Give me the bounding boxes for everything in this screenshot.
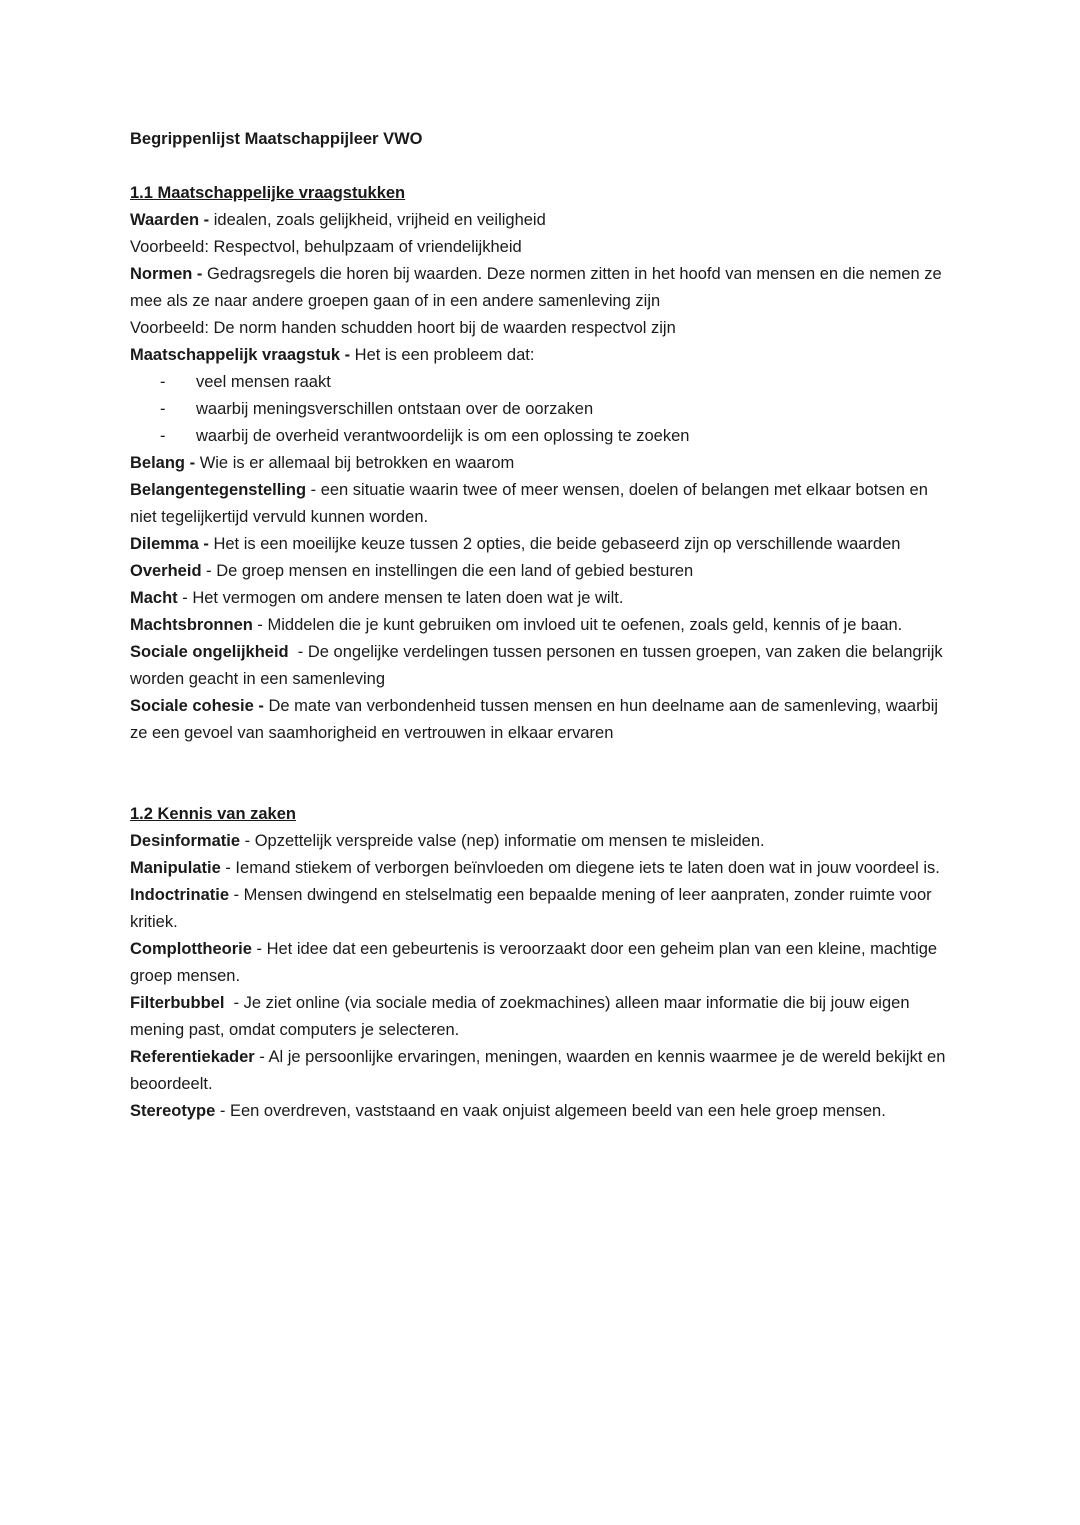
text-run: - De ongelijke verdelingen tussen personen en tussen groepen, van zaken die belangrijk worden geacht in een samenleving — [130, 643, 948, 688]
list-bullet: - — [160, 373, 166, 391]
paragraph — [130, 531, 948, 558]
paragraph — [130, 450, 948, 477]
text-run: Gedragsregels die horen bij waarden. Deze normen zitten in het hoofd van mensen en die nemen ze mee als ze naar andere groepen gaan of in een andere samenleving zijn — [130, 265, 947, 310]
text-run: Sociale ongelijkheid — [130, 643, 294, 661]
text-run: Sociale cohesie - — [130, 697, 269, 715]
text-run: Voorbeeld: De norm handen schudden hoort bij de waarden respectvol zijn — [130, 319, 676, 337]
list-bullet: - — [160, 427, 166, 445]
blank-line — [130, 747, 948, 801]
paragraph — [130, 585, 948, 612]
text-run: Waarden - — [130, 211, 214, 229]
text-run: 1.2 Kennis van zaken — [130, 805, 296, 823]
text-run: - Je ziet online (via sociale media of zoekmachines) alleen maar informatie die bij jouw eigen mening past, omdat computers je selecteren. — [130, 994, 915, 1039]
text-run: - Het vermogen om andere mensen te laten doen wat je wilt. — [177, 589, 624, 607]
paragraph — [130, 207, 948, 234]
text-run: Desinformatie — [130, 832, 241, 850]
text-run: Het is een moeilijke keuze tussen 2 opties, die beide gebaseerd zijn op verschillende waarden — [213, 535, 901, 553]
text-run: - Middelen die je kunt gebruiken om invloed uit te oefenen, zoals geld, kennis of je baan. — [252, 616, 903, 634]
text-run: Manipulatie — [130, 859, 221, 877]
text-run: Voorbeeld: Respectvol, behulpzaam of vriendelijkheid — [130, 238, 522, 256]
paragraph — [130, 477, 948, 531]
text-run: Normen - — [130, 265, 208, 283]
text-run: Overheid — [130, 562, 202, 580]
paragraph — [130, 180, 948, 207]
paragraph — [130, 558, 948, 585]
paragraph — [130, 612, 948, 639]
text-run: Het is een probleem dat: — [354, 346, 535, 364]
text-run: - Mensen dwingend en stelselmatig een bepaalde mening of leer aanpraten, zonder ruimte voor kritiek. — [130, 886, 937, 931]
text-run: Referentiekader — [130, 1048, 255, 1066]
text-run: - een situatie waarin twee of meer wensen, doelen of belangen met elkaar botsen en niet tegelijkertijd vervuld kunnen worden. — [130, 481, 933, 526]
text-run: Filterbubbel — [130, 994, 229, 1012]
text-run: veel mensen raakt — [196, 373, 331, 391]
paragraph — [130, 693, 948, 747]
paragraph — [130, 1098, 948, 1125]
text-run: waarbij meningsverschillen ontstaan over de oorzaken — [196, 400, 594, 418]
text-run: - Iemand stiekem of verborgen beïnvloeden om diegene iets te laten doen wat in jouw voordeel is. — [220, 859, 940, 877]
list-item-text — [196, 369, 948, 396]
text-run: waarbij de overheid verantwoordelijk is om een oplossing te zoeken — [196, 427, 690, 445]
text-run: De mate van verbondenheid tussen mensen en hun deelname aan de samenleving, waarbij ze een gevoel van saamhorigheid en vertrouwen in elkaar ervaren — [130, 697, 943, 742]
paragraph — [130, 342, 948, 369]
text-run: Wie is er allemaal bij betrokken en waarom — [199, 454, 515, 472]
list-item-text — [196, 423, 948, 450]
text-run: - Opzettelijk verspreide valse (nep) informatie om mensen te misleiden. — [240, 832, 765, 850]
blank-line — [130, 153, 948, 180]
list-item — [130, 369, 948, 396]
text-run: - De groep mensen en instellingen die een land of gebied besturen — [201, 562, 694, 580]
text-run: Dilemma - — [130, 535, 214, 553]
list-item-text — [196, 396, 948, 423]
text-run: idealen, zoals gelijkheid, vrijheid en veiligheid — [213, 211, 546, 229]
paragraph — [130, 855, 948, 882]
paragraph — [130, 639, 948, 693]
paragraph — [130, 1044, 948, 1098]
paragraph — [130, 990, 948, 1044]
text-run: Belang - — [130, 454, 200, 472]
paragraph — [130, 936, 948, 990]
text-run: Begrippenlijst Maatschappijleer VWO — [130, 130, 423, 148]
list-bullet: - — [160, 400, 166, 418]
text-run: Complottheorie — [130, 940, 252, 958]
text-run: - Al je persoonlijke ervaringen, meningen, waarden en kennis waarmee je de wereld bekijkt en beoordeelt. — [130, 1048, 950, 1093]
paragraph — [130, 882, 948, 936]
document-body — [130, 126, 948, 1125]
paragraph — [130, 315, 948, 342]
paragraph — [130, 801, 948, 828]
text-run: Maatschappelijk vraagstuk - — [130, 346, 355, 364]
text-run: Indoctrinatie — [130, 886, 230, 904]
text-run: 1.1 Maatschappelijke vraagstukken — [130, 184, 406, 202]
paragraph — [130, 234, 948, 261]
text-run: Belangentegenstelling — [130, 481, 307, 499]
list-item — [130, 423, 948, 450]
paragraph — [130, 261, 948, 315]
list-item — [130, 396, 948, 423]
text-run: - Het idee dat een gebeurtenis is veroorzaakt door een geheim plan van een kleine, machtige groep mensen. — [130, 940, 942, 985]
text-run: Macht — [130, 589, 178, 607]
paragraph — [130, 828, 948, 855]
text-run: Stereotype — [130, 1102, 216, 1120]
paragraph — [130, 126, 948, 153]
text-run: - Een overdreven, vaststaand en vaak onjuist algemeen beeld van een hele groep mensen. — [215, 1102, 886, 1120]
text-run: Machtsbronnen — [130, 616, 253, 634]
